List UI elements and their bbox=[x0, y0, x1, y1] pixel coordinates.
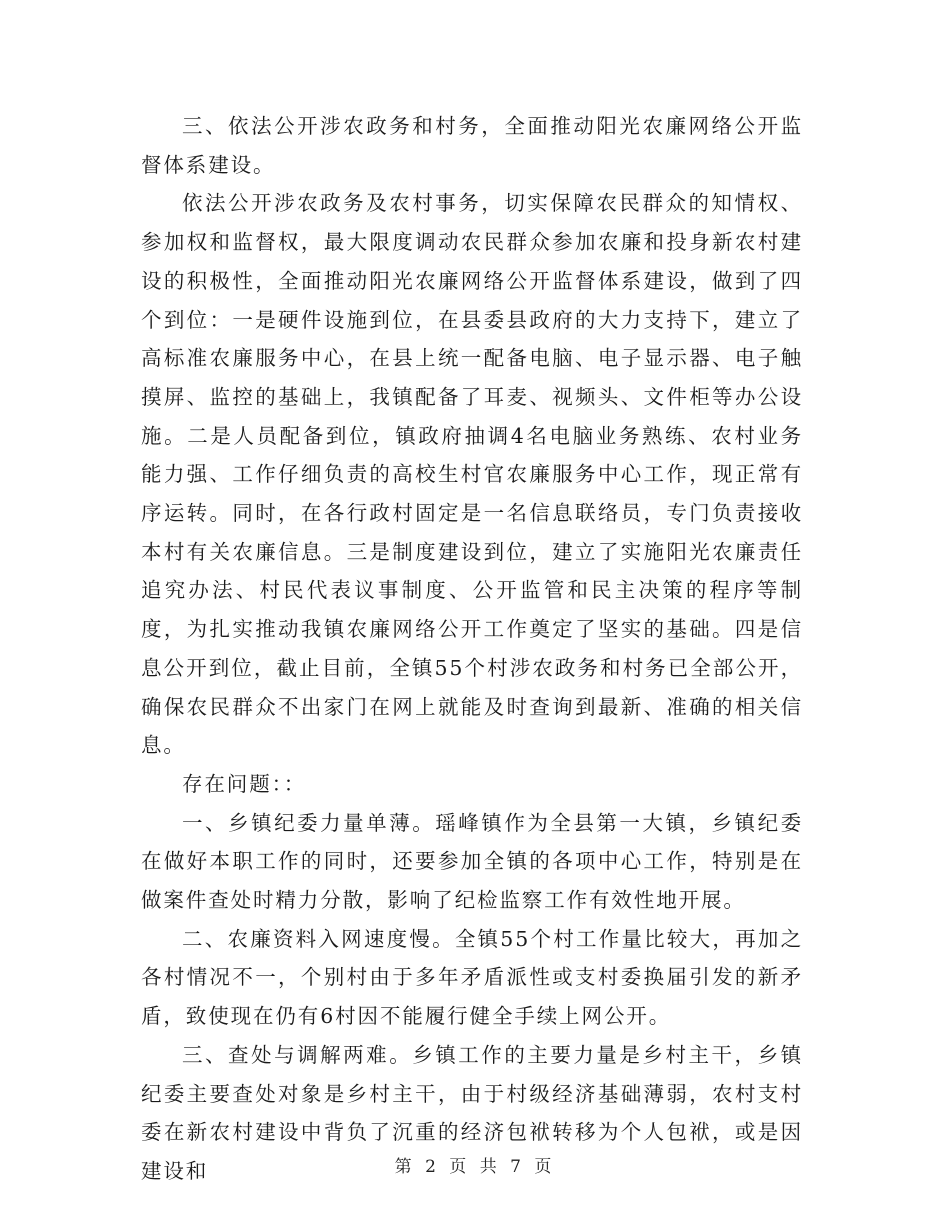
paragraph-four-in-place: 依法公开涉农政务及农村事务，切实保障农民群众的知情权、参加权和监督权，最大限度调动农民群众参加农廉和投身新农村建设的积极性，全面推动阳光农廉网络公开监督体系建设，做到了四个到位：一是硬件设施到位，在县委县政府的大力支持下，建立了高标准农廉服务中心，在县上统一配备电脑、电子显示器、电子触摸屏、监控的基础上，我镇配备了耳麦、视频头、文件柜等办公设施。二是人员配备到位，镇政府抽调4名电脑业务熟练、农村业务能力强、工作仔细负责的高校生村官农廉服务中心工作，现正常有序运转。同时，在各行政村固定是一名信息联络员，专门负责接收本村有关农廉信息。三是制度建设到位，建立了实施阳光农廉责任追究办法、村民代表议事制度、公开监管和民主决策的程序等制度，为扎实推动我镇农廉网络公开工作奠定了坚实的基础。四是信息公开到位，截止目前，全镇55个村涉农政务和村务已全部公开，确保农民群众不出家门在网上就能及时查询到最新、准确的相关信息。 bbox=[141, 191, 803, 758]
document-body bbox=[141, 107, 803, 1191]
problems-heading: 存在问题：： bbox=[182, 771, 307, 796]
page-footer: 第 2 页 共 7 页 bbox=[394, 1157, 556, 1177]
problem-two: 二、农廉资料入网速度慢。全镇55个村工作量比较大，再加之各村情况不一，个别村由于多年矛盾派性或支村委换届引发的新矛盾，致使现在仍有6村因不能履行健全手续上网公开。 bbox=[141, 926, 803, 1029]
section-heading-three: 三、依法公开涉农政务和村务，全面推动阳光农廉网络公开监督体系建设。 bbox=[141, 114, 803, 177]
problem-three: 三、查处与调解两难。乡镇工作的主要力量是乡村主干，乡镇纪委主要查处对象是乡村主干，由于村级经济基础薄弱，农村支村委在新农村建设中背负了沉重的经济包袱转移为个人包袱，或是因建设和 bbox=[141, 1042, 803, 1183]
problem-one: 一、乡镇纪委力量单薄。瑶峰镇作为全县第一大镇，乡镇纪委在做好本职工作的同时，还要参加全镇的各项中心工作，特别是在做案件查处时精力分散，影响了纪检监察工作有效性地开展。 bbox=[141, 810, 803, 913]
